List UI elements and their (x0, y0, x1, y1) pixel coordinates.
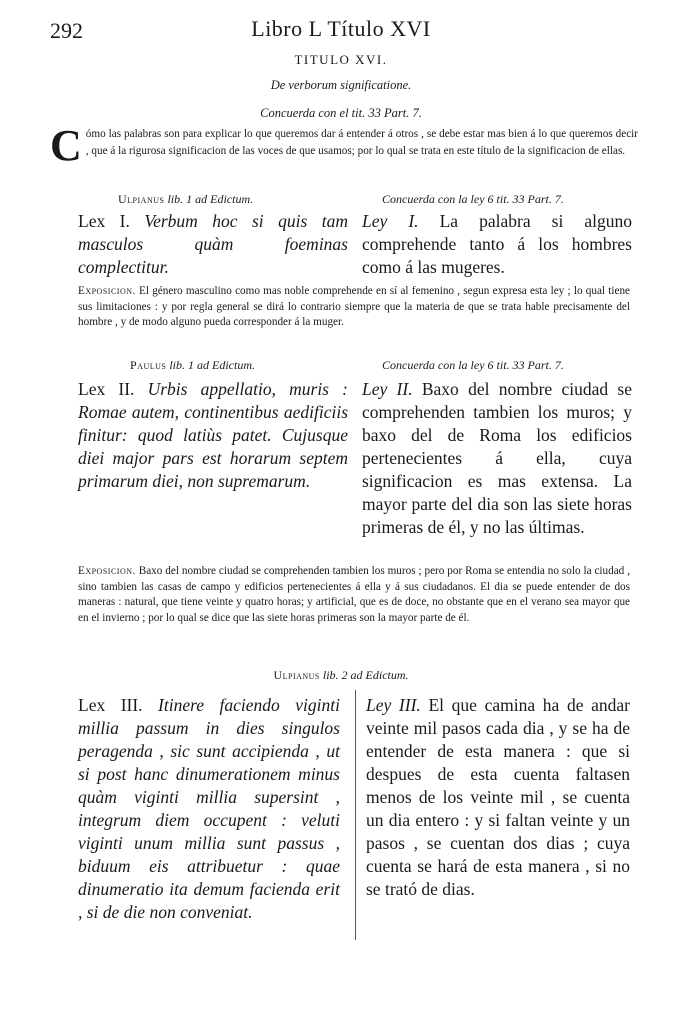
lex2-exposition-text: Baxo del nombre ciudad se comprehenden tambien los muros ; pero por Roma se entendia no solo la ciudad , sino tambien las casas de campo y edificios pertenecientes á ella y á sus ciudadanos. El dia se puede entender de dos maneras : natural, que tiene veinte y quatro horas; y artificial, que es de doce, no obstante que en el verano sea mayor que en el invierno ; por lo qual se dice que las siete horas primeras son la mayor parte de él. (78, 565, 630, 624)
page-number: 292 (50, 18, 83, 43)
lex1-latin (78, 210, 348, 279)
lex3-source-ref: lib. 2 ad Edictum. (322, 668, 409, 682)
intro-paragraph (50, 121, 638, 170)
lex2-exposition-lead: Exposicion. (78, 565, 136, 577)
lex1-exposition-lead: Exposicion. (78, 285, 136, 297)
drop-cap: C (50, 121, 82, 170)
lex2-exposition (78, 564, 630, 626)
lex2-spanish (362, 378, 632, 539)
lex3-spanish-text: El que camina ha de andar veinte mil pasos cada dia , y se ha de entender de esta manera : que si despues de esta cuenta faltasen menos de los veinte mil , se cuenta un dia entero : y si faltan veinte y un pasos , se cuentan dos dias ; cuya cuenta se hará de esta manera , si no se trató de dias. (366, 695, 631, 899)
column-divider (355, 690, 356, 940)
lex3-spanish-label: Ley III. (366, 695, 421, 715)
lex1-exposition (78, 284, 630, 331)
lex1-spanish-label: Ley I. (362, 211, 419, 231)
lex3-source (0, 668, 682, 683)
lex3-latin (78, 694, 340, 924)
lex3-source-author: Ulpianus (273, 668, 320, 682)
lex1-source-ref: lib. 1 ad Edictum. (167, 192, 254, 206)
section-subtitle: De verborum significatione. (270, 78, 412, 92)
lex2-latin-text: Urbis appellatio, muris : Romae autem, continentibus aedificiis finitur: quod latiùs patet. Cujusque diei major pars est horarum septem primarum diei, non supremarum. (78, 379, 348, 491)
lex1-source (118, 192, 253, 207)
lex1-latin-text: Verbum hoc si quis tam masculos quàm foeminas complectitur. (78, 211, 349, 277)
lex2-spanish-text: Baxo del nombre ciudad se comprehenden tambien los muros; y baxo del de Roma los edificios pertenecientes á ella, cuya significacion es mas extensa. La mayor parte del dia son las siete horas primeras de él, y no las últimas. (362, 379, 632, 537)
lex1-exposition-text: El género masculino como mas noble comprehende en sí al femenino , segun expresa esta ley ; lo qual tiene sus limitaciones : y por regla general se dirá lo contrario siempre que la materia de que se trata hable precisamente del hombre , y de modo alguno pueda corresponder á la muger. (78, 285, 630, 328)
lex2-latin (78, 378, 348, 493)
lex2-source (130, 358, 255, 373)
section-title: TITULO XVI. (294, 52, 388, 67)
concordance-note-top: Concuerda con el tit. 33 Part. 7. (260, 106, 422, 120)
lex1-spanish (362, 210, 632, 279)
lex2-latin-label: Lex II. (78, 379, 135, 399)
lex3-spanish (366, 694, 630, 901)
running-title: Libro L Título XVI (251, 16, 431, 41)
lex2-source-ref: lib. 1 ad Edictum. (169, 358, 256, 372)
lex1-spanish-text: La palabra si alguno comprehende tanto á los hombres como á las mugeres. (362, 211, 632, 277)
lex2-concordance: Concuerda con la ley 6 tit. 33 Part. 7. (382, 358, 564, 372)
lex1-source-author: Ulpianus (118, 192, 165, 206)
lex2-source-author: Paulus (130, 358, 167, 372)
lex1-concordance: Concuerda con la ley 6 tit. 33 Part. 7. (382, 192, 564, 206)
intro-text: ómo las palabras son para explicar lo que queremos dar á entender á otros , se debe estar mas bien á lo que queremos decir , que á la rigurosa significacion de las voces de que usamos; por lo qual se trata en este título de la significacion de ellas. (85, 128, 638, 157)
lex1-latin-label: Lex I. (78, 211, 130, 231)
lex2-spanish-label: Ley II. (362, 379, 413, 399)
lex3-latin-text: Itinere faciendo viginti millia passum in dies singulos peragenda , sic sunt accipienda , ut si post hanc dinumerationem minus quàm viginti millia supersint , integrum diem occupent : veluti viginti unum millia sunt passus , biduum eis attribuetur : quae dinumeratio ita demum facienda erit , si de die non conveniat. (78, 695, 340, 922)
lex3-latin-label: Lex III. (78, 695, 143, 715)
